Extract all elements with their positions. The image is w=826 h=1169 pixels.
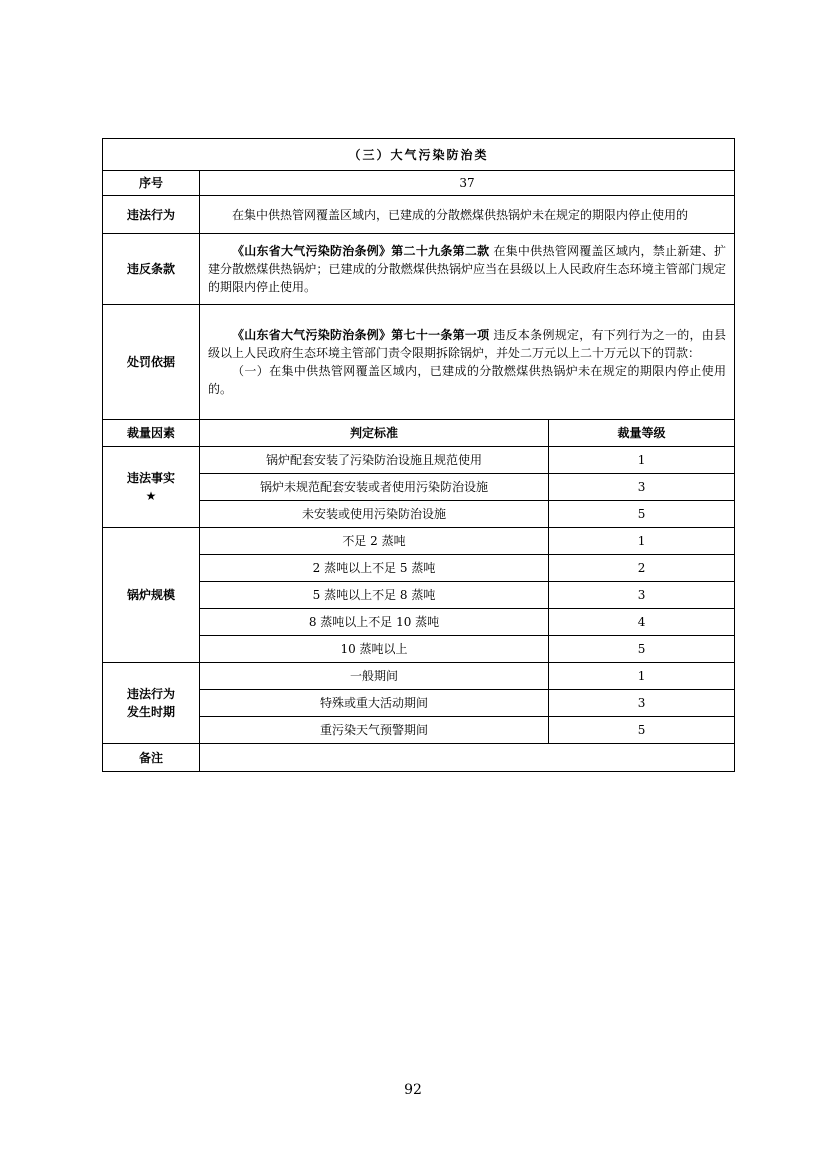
table-row	[103, 663, 735, 690]
criteria-cell: 特殊或重大活动期间	[200, 690, 549, 717]
level-cell: 3	[549, 690, 735, 717]
criteria-cell: 5 蒸吨以上不足 8 蒸吨	[200, 582, 549, 609]
table-row	[103, 447, 735, 474]
factor-period-line1: 违法行为	[126, 687, 175, 701]
violated-clause-law: 《山东省大气污染防治条例》第二十九条第二款	[232, 244, 490, 258]
level-cell: 1	[549, 447, 735, 474]
penalty-basis-law: 《山东省大气污染防治条例》第七十一条第一项	[232, 328, 490, 342]
criteria-cell: 锅炉未规范配套安装或者使用污染防治设施	[200, 474, 549, 501]
star-icon: ★	[145, 489, 157, 503]
criteria-cell: 重污染天气预警期间	[200, 717, 549, 744]
page-number: 92	[404, 1082, 422, 1098]
criteria-cell: 锅炉配套安装了污染防治设施且规范使用	[200, 447, 549, 474]
factor-label-facts	[103, 447, 200, 528]
header-level: 裁量等级	[549, 420, 735, 447]
level-cell: 5	[549, 501, 735, 528]
level-cell: 3	[549, 474, 735, 501]
header-criteria: 判定标准	[200, 420, 549, 447]
level-cell: 1	[549, 663, 735, 690]
level-cell: 4	[549, 609, 735, 636]
factor-label-boiler-scale: 锅炉规模	[103, 528, 200, 663]
header-factor: 裁量因素	[103, 420, 200, 447]
discretion-table	[102, 138, 735, 772]
factor-label-period	[103, 663, 200, 744]
violated-clause-label: 违反条款	[103, 234, 200, 305]
remarks-label: 备注	[103, 744, 200, 772]
table-title: （三）大气污染防治类	[103, 139, 735, 171]
level-cell: 1	[549, 528, 735, 555]
penalty-basis-label: 处罚依据	[103, 305, 200, 420]
penalty-basis-item: （一）在集中供热管网覆盖区域内，已建成的分散燃煤供热锅炉未在规定的期限内停止使用的。	[208, 364, 727, 396]
level-cell: 3	[549, 582, 735, 609]
criteria-cell: 2 蒸吨以上不足 5 蒸吨	[200, 555, 549, 582]
violated-clause-cell	[200, 234, 735, 305]
factor-facts-text: 违法事实	[126, 471, 175, 485]
table-row	[103, 528, 735, 555]
criteria-cell: 一般期间	[200, 663, 549, 690]
penalty-basis-cell	[200, 305, 735, 420]
criteria-cell: 8 蒸吨以上不足 10 蒸吨	[200, 609, 549, 636]
criteria-cell: 10 蒸吨以上	[200, 636, 549, 663]
violation-label: 违法行为	[103, 196, 200, 234]
level-cell: 2	[549, 555, 735, 582]
factor-period-line2: 发生时期	[126, 705, 175, 719]
violated-clause-text: 在集中供热管网覆盖区域内，禁止新建、扩建分散燃煤供热锅炉；已建成的分散燃煤供热锅炉应当在县级以上人民政府生态环境主管部门规定的期限内停止使用。	[208, 244, 727, 294]
level-cell: 5	[549, 636, 735, 663]
remarks-value	[200, 744, 735, 772]
criteria-cell: 不足 2 蒸吨	[200, 528, 549, 555]
serial-label: 序号	[103, 171, 200, 196]
violation-text: 在集中供热管网覆盖区域内，已建成的分散燃煤供热锅炉未在规定的期限内停止使用的	[232, 207, 689, 222]
penalty-basis-text: 违反本条例规定，有下列行为之一的，由县级以上人民政府生态环境主管部门责令限期拆除锅炉，并处二万元以上二十万元以下的罚款：	[208, 328, 727, 360]
serial-value: 37	[200, 171, 735, 196]
penalty-basis-paragraph	[208, 326, 726, 362]
criteria-cell: 未安装或使用污染防治设施	[200, 501, 549, 528]
violated-clause-paragraph	[208, 242, 726, 296]
violation-text-cell	[200, 196, 735, 234]
level-cell: 5	[549, 717, 735, 744]
